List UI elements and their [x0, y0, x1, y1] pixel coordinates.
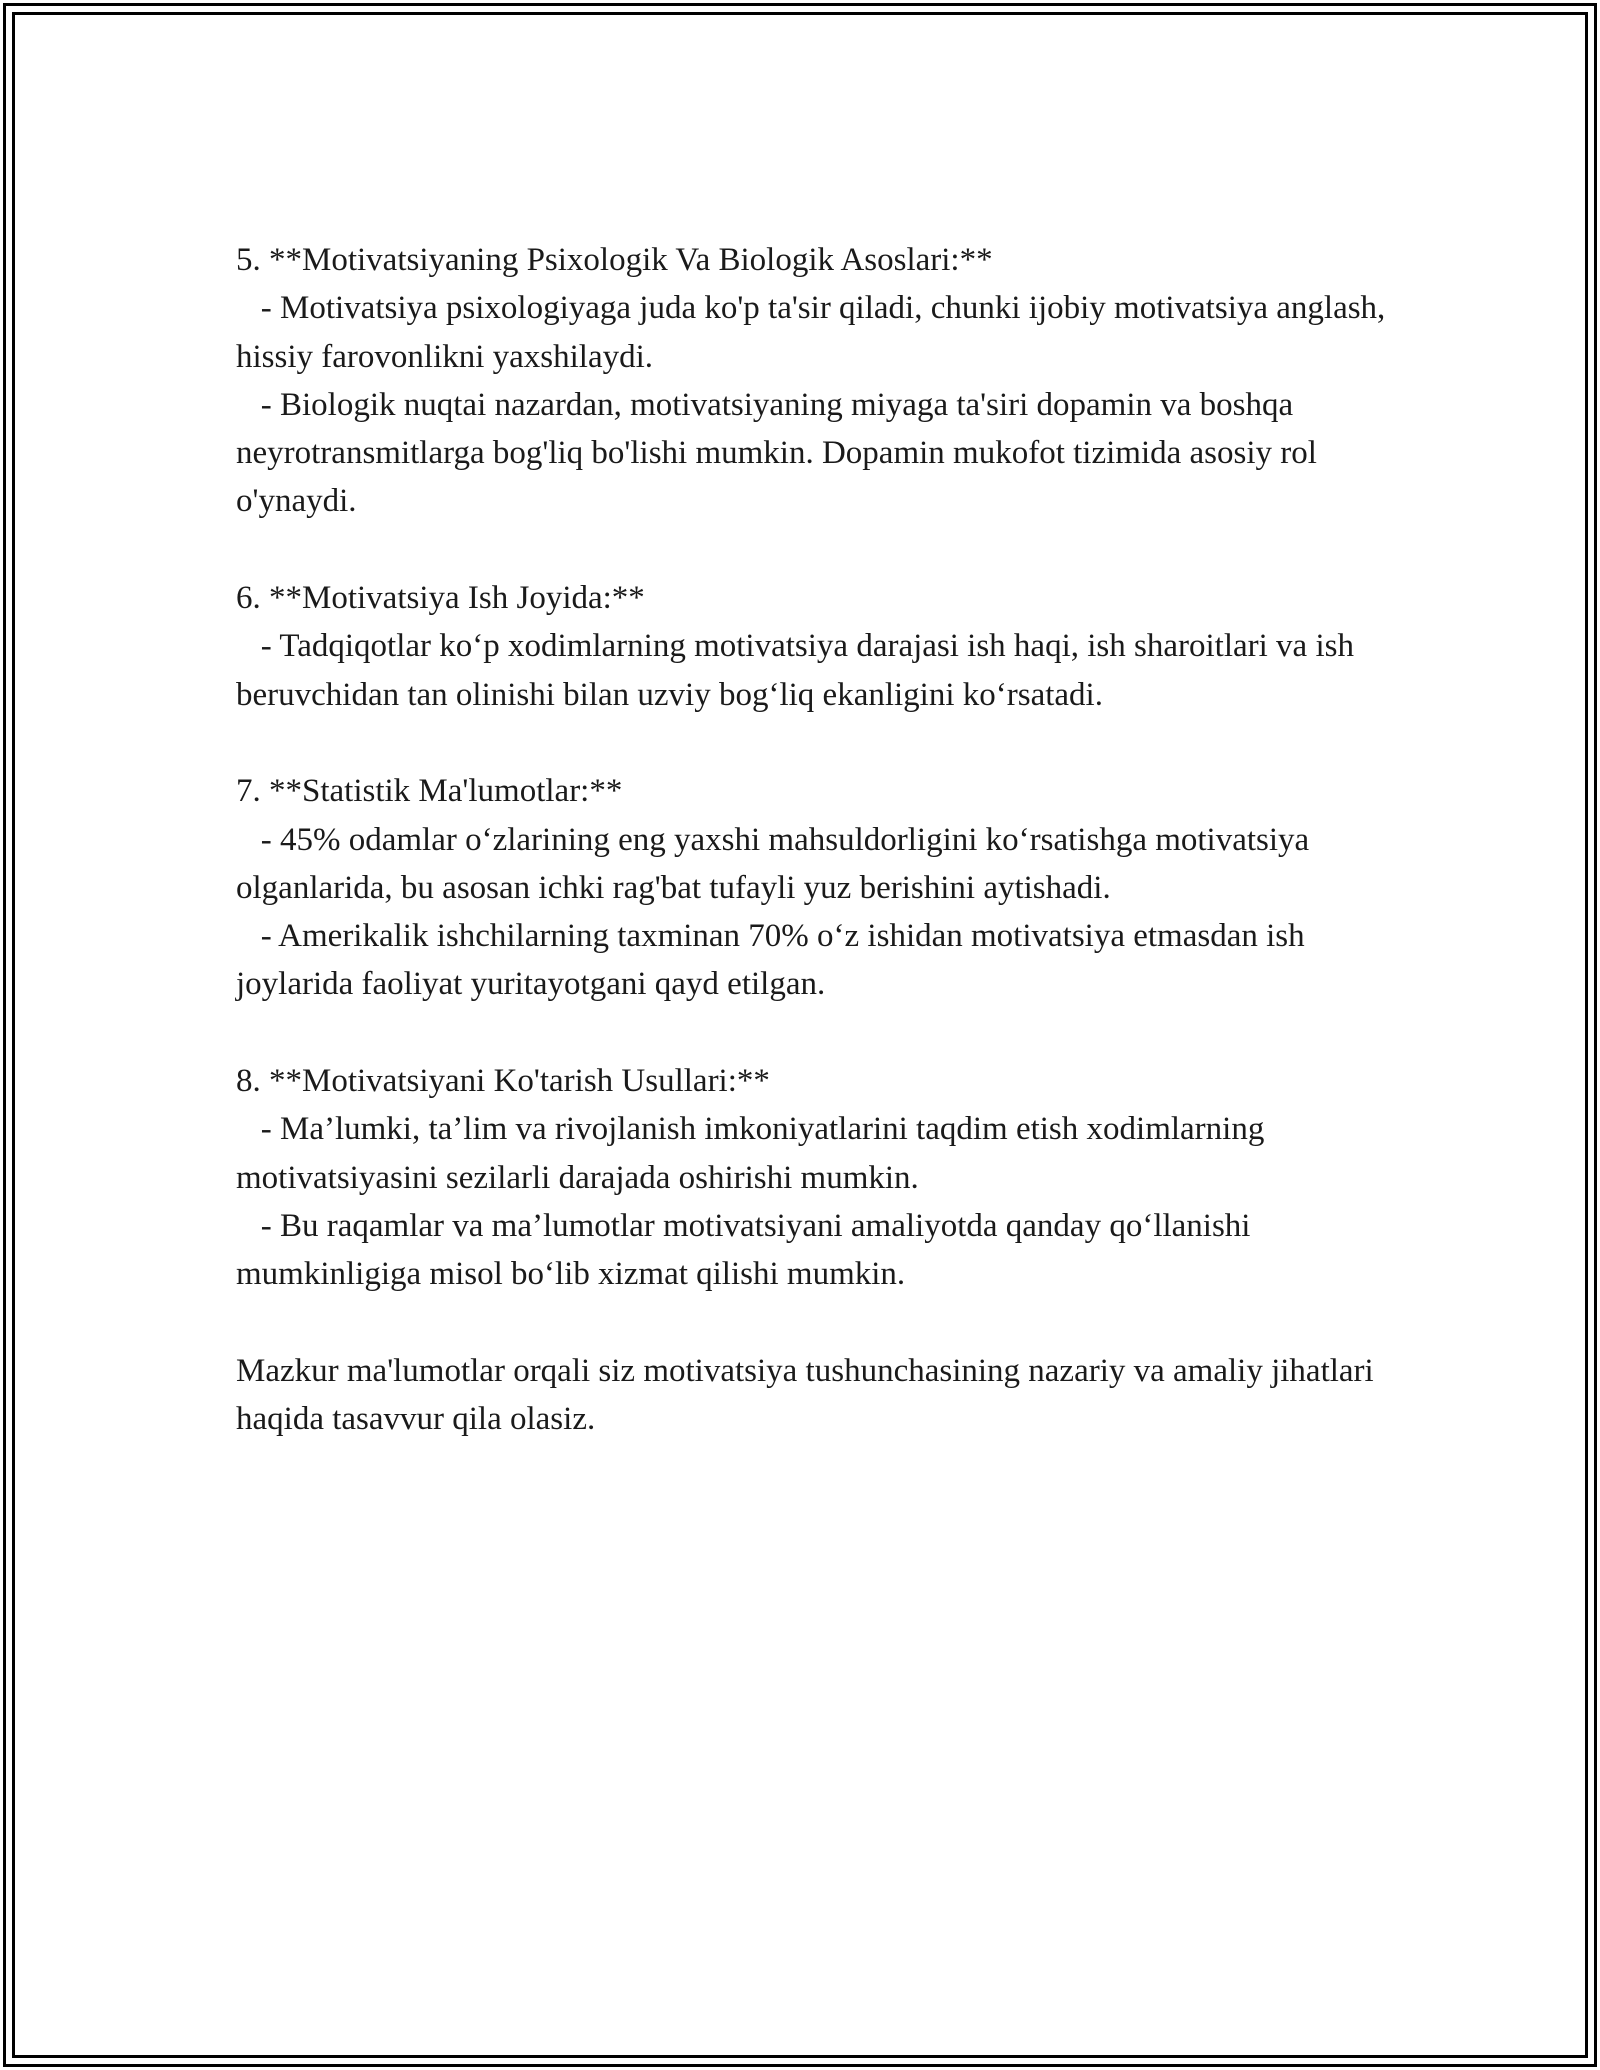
section-7: [236, 767, 1416, 1008]
bullet-item: - Ma’lumki, ta’lim va rivojlanish imkoniyatlarini taqdim etish xodimlarning motivatsiyasini sezilarli darajada oshirishi mumkin.: [236, 1111, 1273, 1196]
bullet-item: - Bu raqamlar va ma’lumotlar motivatsiyani amaliyotda qanday qo‘llanishi mumkinligiga misol bo‘lib xizmat qilishi mumkin.: [236, 1207, 1259, 1293]
section-heading: 7. **Statistik Ma'lumotlar:**: [236, 773, 623, 810]
section-6: [236, 574, 1416, 719]
closing-paragraph: Mazkur ma'lumotlar orqali siz motivatsiya tushunchasining nazariy va amaliy jihatlari haqida tasavvur qila olasiz.: [236, 1352, 1374, 1438]
section-8: [236, 1057, 1416, 1298]
bullet-item: - Tadqiqotlar ko‘p xodimlarning motivatsiya darajasi ish haqi, ish sharoitlari va ish beruvchidan tan olinishi bilan uzviy bog‘liq ekanligini ko‘rsatadi.: [236, 628, 1363, 713]
section-5: [236, 236, 1416, 526]
bullet-item: - Motivatsiya psixologiyaga juda ko'p ta'sir qiladi, chunki ijobiy motivatsiya anglash, hissiy farovonlikni yaxshilaydi.: [236, 290, 1394, 375]
document-body: [236, 236, 1416, 1443]
bullet-item: - Amerikalik ishchilarning taxminan 70% o‘z ishidan motivatsiya etmasdan ish joylarida faoliyat yuritayotgani qayd etilgan.: [236, 918, 1313, 1003]
section-heading: 8. **Motivatsiyani Ko'tarish Usullari:**: [236, 1063, 770, 1100]
bullet-item: - Biologik nuqtai nazardan, motivatsiyaning miyaga ta'siri dopamin va boshqa neyrotransmitlarga bog'liq bo'lishi mumkin. Dopamin mukofot tizimida asosiy rol o'ynaydi.: [236, 386, 1326, 520]
section-heading: 6. **Motivatsiya Ish Joyida:**: [236, 580, 645, 617]
bullet-item: - 45% odamlar o‘zlarining eng yaxshi mahsuldorligini ko‘rsatishga motivatsiya olganlarida, bu asosan ichki rag'bat tufayli yuz berishini aytishadi.: [236, 821, 1318, 906]
section-heading: 5. **Motivatsiyaning Psixologik Va Biologik Asoslari:**: [236, 242, 993, 278]
